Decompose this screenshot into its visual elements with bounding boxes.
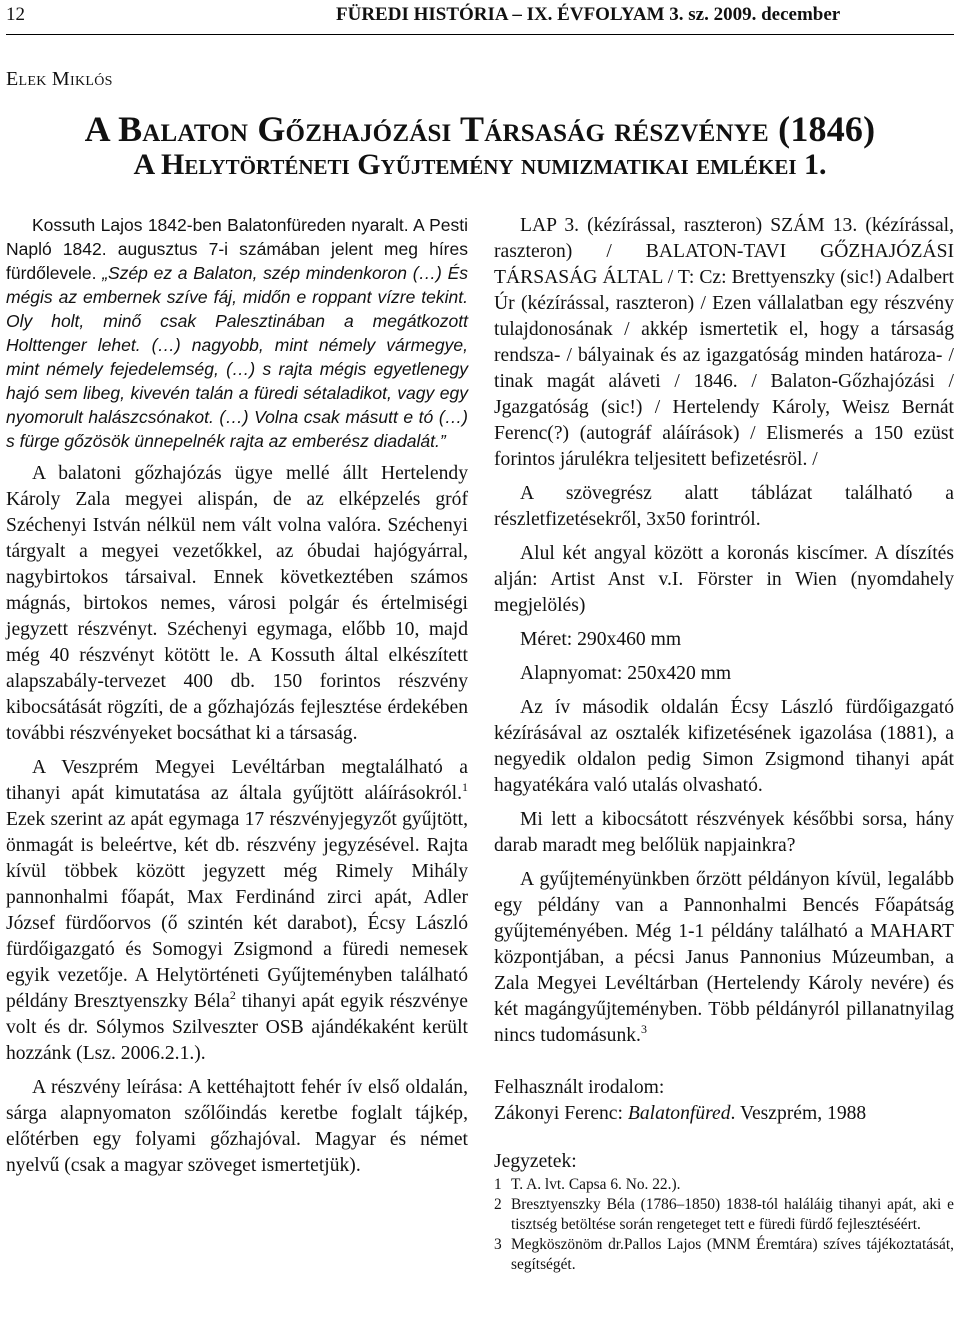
paragraph-question: Mi lett a kibocsátott részvények későbbi sorsa, hány darab maradt meg belőlük napjainkra? [494, 809, 954, 856]
footnote-number: 1 [494, 1176, 502, 1193]
paragraph-steamship: A balatoni gőzhajózás ügye mellé állt Hertelendy Károly Zala megyei alispán, de az elképzelés gróf Széchenyi István nélkül nem vált volna valóra. Széchenyi tárgyalt a megyei vezetőkkel, az óbudai hajógyárral, nagybirtokos társaival. Ennek következtében számos mágnás, birtokos nemes, városi polgár és értelmiségi jegyzett részvényt. Széchenyi egymaga, előbb 10, majd még 40 részvényt kötött le. A Kossuth által elkészített alapszabály-tervezet 400 db. 150 forintos részvény kibocsátását rögzíti, de a gőzhajózás fejlesztése érdekében további részvényeket bocsáthat ki a társaság. [6, 463, 468, 744]
copies-text: A gyűjteményünkben őrzött példányon kívül, legalább egy példány van a Pannonhalmi Bencés Főapátság gyűjteményében. Még 1-1 példány található a MAHART központjában, a pécsi Janus Pannonius Múzeumban, a Zala Megyei Levéltárban (Hertelendy Károly nevére) és két magángyűjteményben. Több példányról pillanatnyilag nincs tudomásunk. [494, 869, 954, 1046]
paragraph-share-text: LAP 3. (kézírással, raszteron) SZÁM 13. (kézírással, raszteron) / BALATON-TAVI GŐZHAJÓZÁSI TÁRSASÁG ÁLTAL / T: Cz: Brettyenszky (sic!) Adalbert Úr (kézírással, raszteron) / Ezen vállalatban egy részvény tulajdonosának / akkép ismertetik el, hogy a társaság rendsza- / bályainak és az igazgatóság minden határoza- / tinak magát aláveti / 1846. / Balaton-Gőzhajózási / Jgazgatóság (sic!) / Hertelendy Károly, Weisz Bernát Ferenc(?) (autográf aláírások) / Elismerés a 150 ezüst forintos járulékra teljesitett befizetésröl. / [494, 215, 954, 470]
footnote-1 [494, 1175, 954, 1195]
running-header [6, 0, 954, 35]
paragraph-description: A részvény leírása: A kettéhajtott fehér ív első oldalán, sárga alapnyomaton szőlőindás keretbe foglalt tájkép, előtérben egy folyami gőzhajóval. Magyar és német nyelvű (csak a magyar szöveget ismertetjük). [6, 1077, 468, 1176]
footnote-text: Bresztyenszky Béla (1786–1850) 1838-tól haláláig tihanyi apát, aki e tisztség betöltése során rengeteget tett e füredi fürdő fejlesztéséért. [511, 1196, 954, 1233]
paragraph-base-print: Alapnyomat: 250x420 mm [520, 663, 732, 684]
right-column [494, 213, 954, 1275]
archive-text-b: Ezek szerint az apát egymaga 17 részvényjegyzőt gyűjtött, önmagát is beleértve, két db. részvény jegyzésével. Rajta kívül többek között jegyzett még Rimely Mihály pannonhalmi főapát, Max Ferdinánd zirci apát, Adler József fürdőorvos (ő szintén két darabot), Écsy László fürdőigazgató és Somogyi Zsigmond a füredi nemesek egyik vezetője. A Helytörténeti Gyűjteményben található példány Bresztyenszky Béla [6, 809, 468, 1012]
paragraph-crest: Alul két angyal között a koronás kiscímer. A díszítés alján: Artist Anst v.I. Förster in Wien (nyomdahely megjelölés) [494, 543, 954, 616]
paragraph-copies [494, 867, 954, 1049]
journal-title: FÜREDI HISTÓRIA – IX. ÉVFOLYAM 3. sz. 2009. december [336, 4, 841, 25]
paragraph-second-side: Az ív második oldalán Écsy László fürdőigazgató kézírásával az osztalék kifizetésének igazolása (1881), a negyedik oldalon pedig Simon Zsigmond tihanyi apát hagyatékára való utalás olvasható. [494, 697, 954, 796]
left-column [6, 213, 468, 1179]
source-entry [494, 1101, 954, 1127]
article-subtitle: A Helytörténeti Gyűjtemény numizmatikai emlékei 1. [133, 148, 827, 181]
paragraph-archive [6, 755, 468, 1067]
intro-text: Kossuth Lajos 1842-ben Balatonfüreden nyaralt. A Pesti Napló 1842. augusztus 7-i számában jelent meg híres fürdőlevele. [6, 215, 468, 283]
notes-heading: Jegyzetek: [494, 1151, 577, 1172]
sources-heading: Felhasznált irodalom: [494, 1077, 665, 1098]
page-number: 12 [6, 4, 25, 25]
footnote-2 [494, 1195, 954, 1235]
footnote-number: 2 [494, 1196, 502, 1213]
article-author: Elek Miklós [6, 68, 113, 90]
footnote-3 [494, 1235, 954, 1275]
footnote-text: Megköszönöm dr.Pallos Lajos (MNM Éremtára) szíves tájékoztatását, segítségét. [511, 1236, 954, 1273]
paragraph-table: A szövegrész alatt táblázat található a részletfizetésekről, 3x50 forintról. [494, 483, 954, 530]
intro-paragraph [6, 213, 468, 453]
footnote-text: T. A. lvt. Capsa 6. No. 22.). [511, 1176, 681, 1193]
archive-text-a: A Veszprém Megyei Levéltárban megtalálható a tihanyi apát kimutatása az általa gyűjtött aláírásokról. [6, 757, 468, 804]
source-title: Balatonfüred [627, 1103, 731, 1124]
footnote-ref-1: 1 [462, 780, 468, 794]
paragraph-size: Méret: 290x460 mm [520, 629, 682, 650]
article-title: A Balaton Gőzhajózási Társaság részvénye (1846) [84, 109, 876, 149]
footnote-number: 3 [494, 1236, 502, 1253]
source-author: Zákonyi Ferenc: [494, 1103, 628, 1124]
archive-text-c: tihanyi apát egyik részvénye volt és dr. Sólymos Szilveszter OSB ajándékaként került hozzánk (Lsz. 2006.2.1.). [6, 991, 468, 1064]
source-rest: . Veszprém, 1988 [730, 1103, 867, 1124]
footnote-ref-3: 3 [640, 1022, 647, 1036]
footnote-ref-2: 2 [229, 988, 236, 1002]
kossuth-quote: „Szép ez a Balaton, szép mindenkoron (…) És mégis az embernek szíve fáj, midőn e roppant vízre tekint. Oly holt, minő csak Palesztinában a megátkozott Holttenger lehet. (…) nagyobb, mint némely vármegye, mint némely fejedelemség, (…) s rajta mégis egyetlenegy hajó sem libeg, kivevén talán a füredi sétaladikot, vagy egy nyomorult halászcsónakot. (…) Volna csak másutt e tó (…) s fürge gőzösök ünnepelnék rajta az emberész diadalát.” [6, 263, 468, 451]
